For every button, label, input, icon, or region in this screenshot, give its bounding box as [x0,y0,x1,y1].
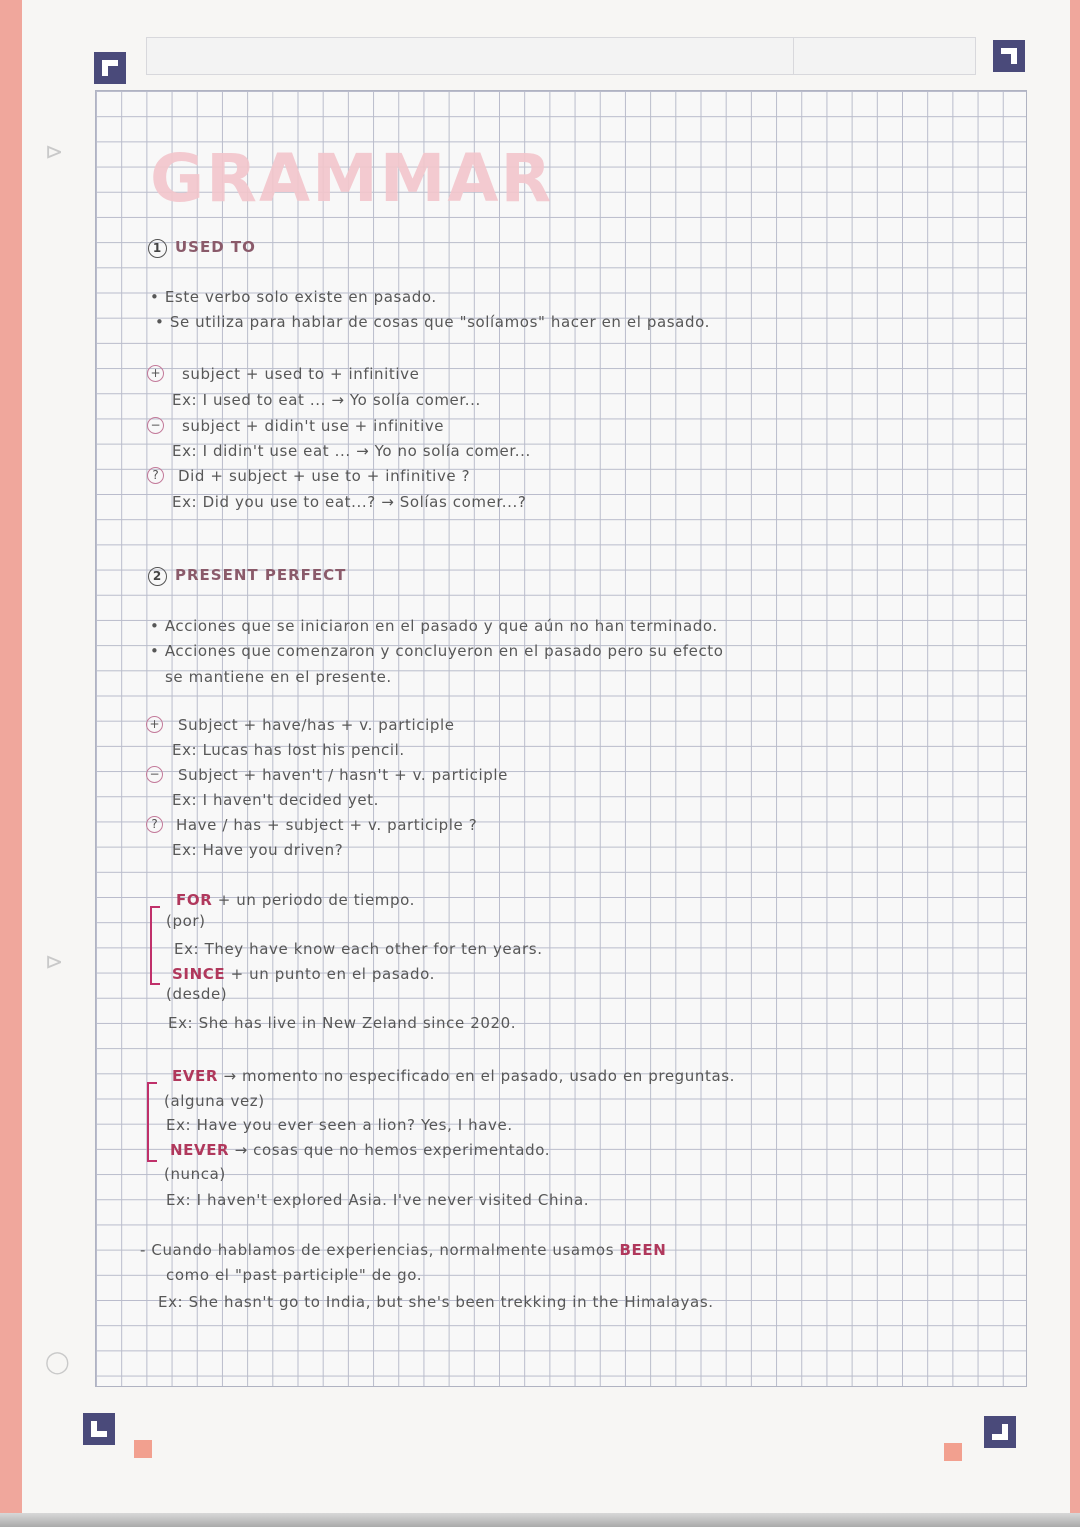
since-translation: (desde) [166,985,228,1003]
note-line: como el "past participle" de go. [166,1266,423,1284]
example: Ex: Did you use to eat...? → Solías comer...? [172,493,527,511]
formula: subject + used to + infinitive [182,365,420,383]
since-line: SINCE + un punto en el pasado. [172,965,436,983]
example: Ex: I used to eat ... → Yo solía comer... [172,391,481,409]
bottom-shadow [0,1513,1080,1527]
example: Ex: I haven't explored Asia. I've never visited China. [166,1191,590,1209]
corner-marker-icon [94,52,126,84]
bracket [147,1082,157,1162]
ever-translation: (alguna vez) [164,1092,265,1110]
section-number: 2 [148,567,167,586]
header-box [146,37,976,75]
punch-hole-mark: ⊳ [45,950,64,975]
for-line: FOR + un periodo de tiempo. [176,891,415,909]
bullet: • Acciones que se iniciaron en el pasado y que aún no han terminado. [150,617,718,635]
page-title: GRAMMAR [150,140,554,217]
formula: Subject + have/has + v. participle [178,716,455,734]
corner-marker-icon [984,1416,1016,1448]
page-edge-right [1070,0,1080,1527]
section-heading [148,566,346,586]
for-translation: (por) [166,912,206,930]
example: Ex: Lucas has lost his pencil. [172,741,405,759]
formula: Subject + haven't / hasn't + v. participle [178,766,508,784]
punch-hole-mark: ◯ [45,1350,70,1375]
question-icon: ? [146,816,163,833]
bullet-cont: se mantiene en el presente. [165,668,392,686]
note-line: - Cuando hablamos de experiencias, normalmente usamos BEEN [140,1241,667,1259]
corner-square [944,1443,962,1461]
corner-marker-icon [993,40,1025,72]
never-line: NEVER → cosas que no hemos experimentado. [170,1141,551,1159]
example: Ex: Have you driven? [172,841,344,859]
example: Ex: She has live in New Zeland since 2020. [168,1014,517,1032]
example: Ex: I didin't use eat ... → Yo no solía comer... [172,442,531,460]
corner-square [134,1440,152,1458]
example: Ex: I haven't decided yet. [172,791,380,809]
section-heading-text: PRESENT PERFECT [175,566,347,584]
example: Ex: They have know each other for ten years. [174,940,543,958]
section-number: 1 [148,239,167,258]
example: Ex: She hasn't go to India, but she's been trekking in the Himalayas. [158,1293,714,1311]
page-edge-left [0,0,22,1527]
minus-icon: − [147,417,164,434]
section-heading-text: USED TO [175,238,256,256]
plus-icon: + [146,716,163,733]
minus-icon: − [146,766,163,783]
corner-marker-icon [83,1413,115,1445]
question-icon: ? [147,467,164,484]
bullet: • Este verbo solo existe en pasado. [150,288,437,306]
example: Ex: Have you ever seen a lion? Yes, I have. [166,1116,513,1134]
plus-icon: + [147,365,164,382]
section-heading [148,238,256,258]
ever-line: EVER → momento no especificado en el pasado, usado en preguntas. [172,1067,736,1085]
formula: subject + didin't use + infinitive [182,417,445,435]
bullet: • Se utiliza para hablar de cosas que "solíamos" hacer en el pasado. [155,313,710,331]
formula: Have / has + subject + v. participle ? [176,816,478,834]
formula: Did + subject + use to + infinitive ? [178,467,471,485]
punch-hole-mark: ⊳ [45,140,64,165]
bullet: • Acciones que comenzaron y concluyeron en el pasado pero su efecto [150,642,724,660]
bracket [150,906,160,985]
never-translation: (nunca) [164,1165,226,1183]
